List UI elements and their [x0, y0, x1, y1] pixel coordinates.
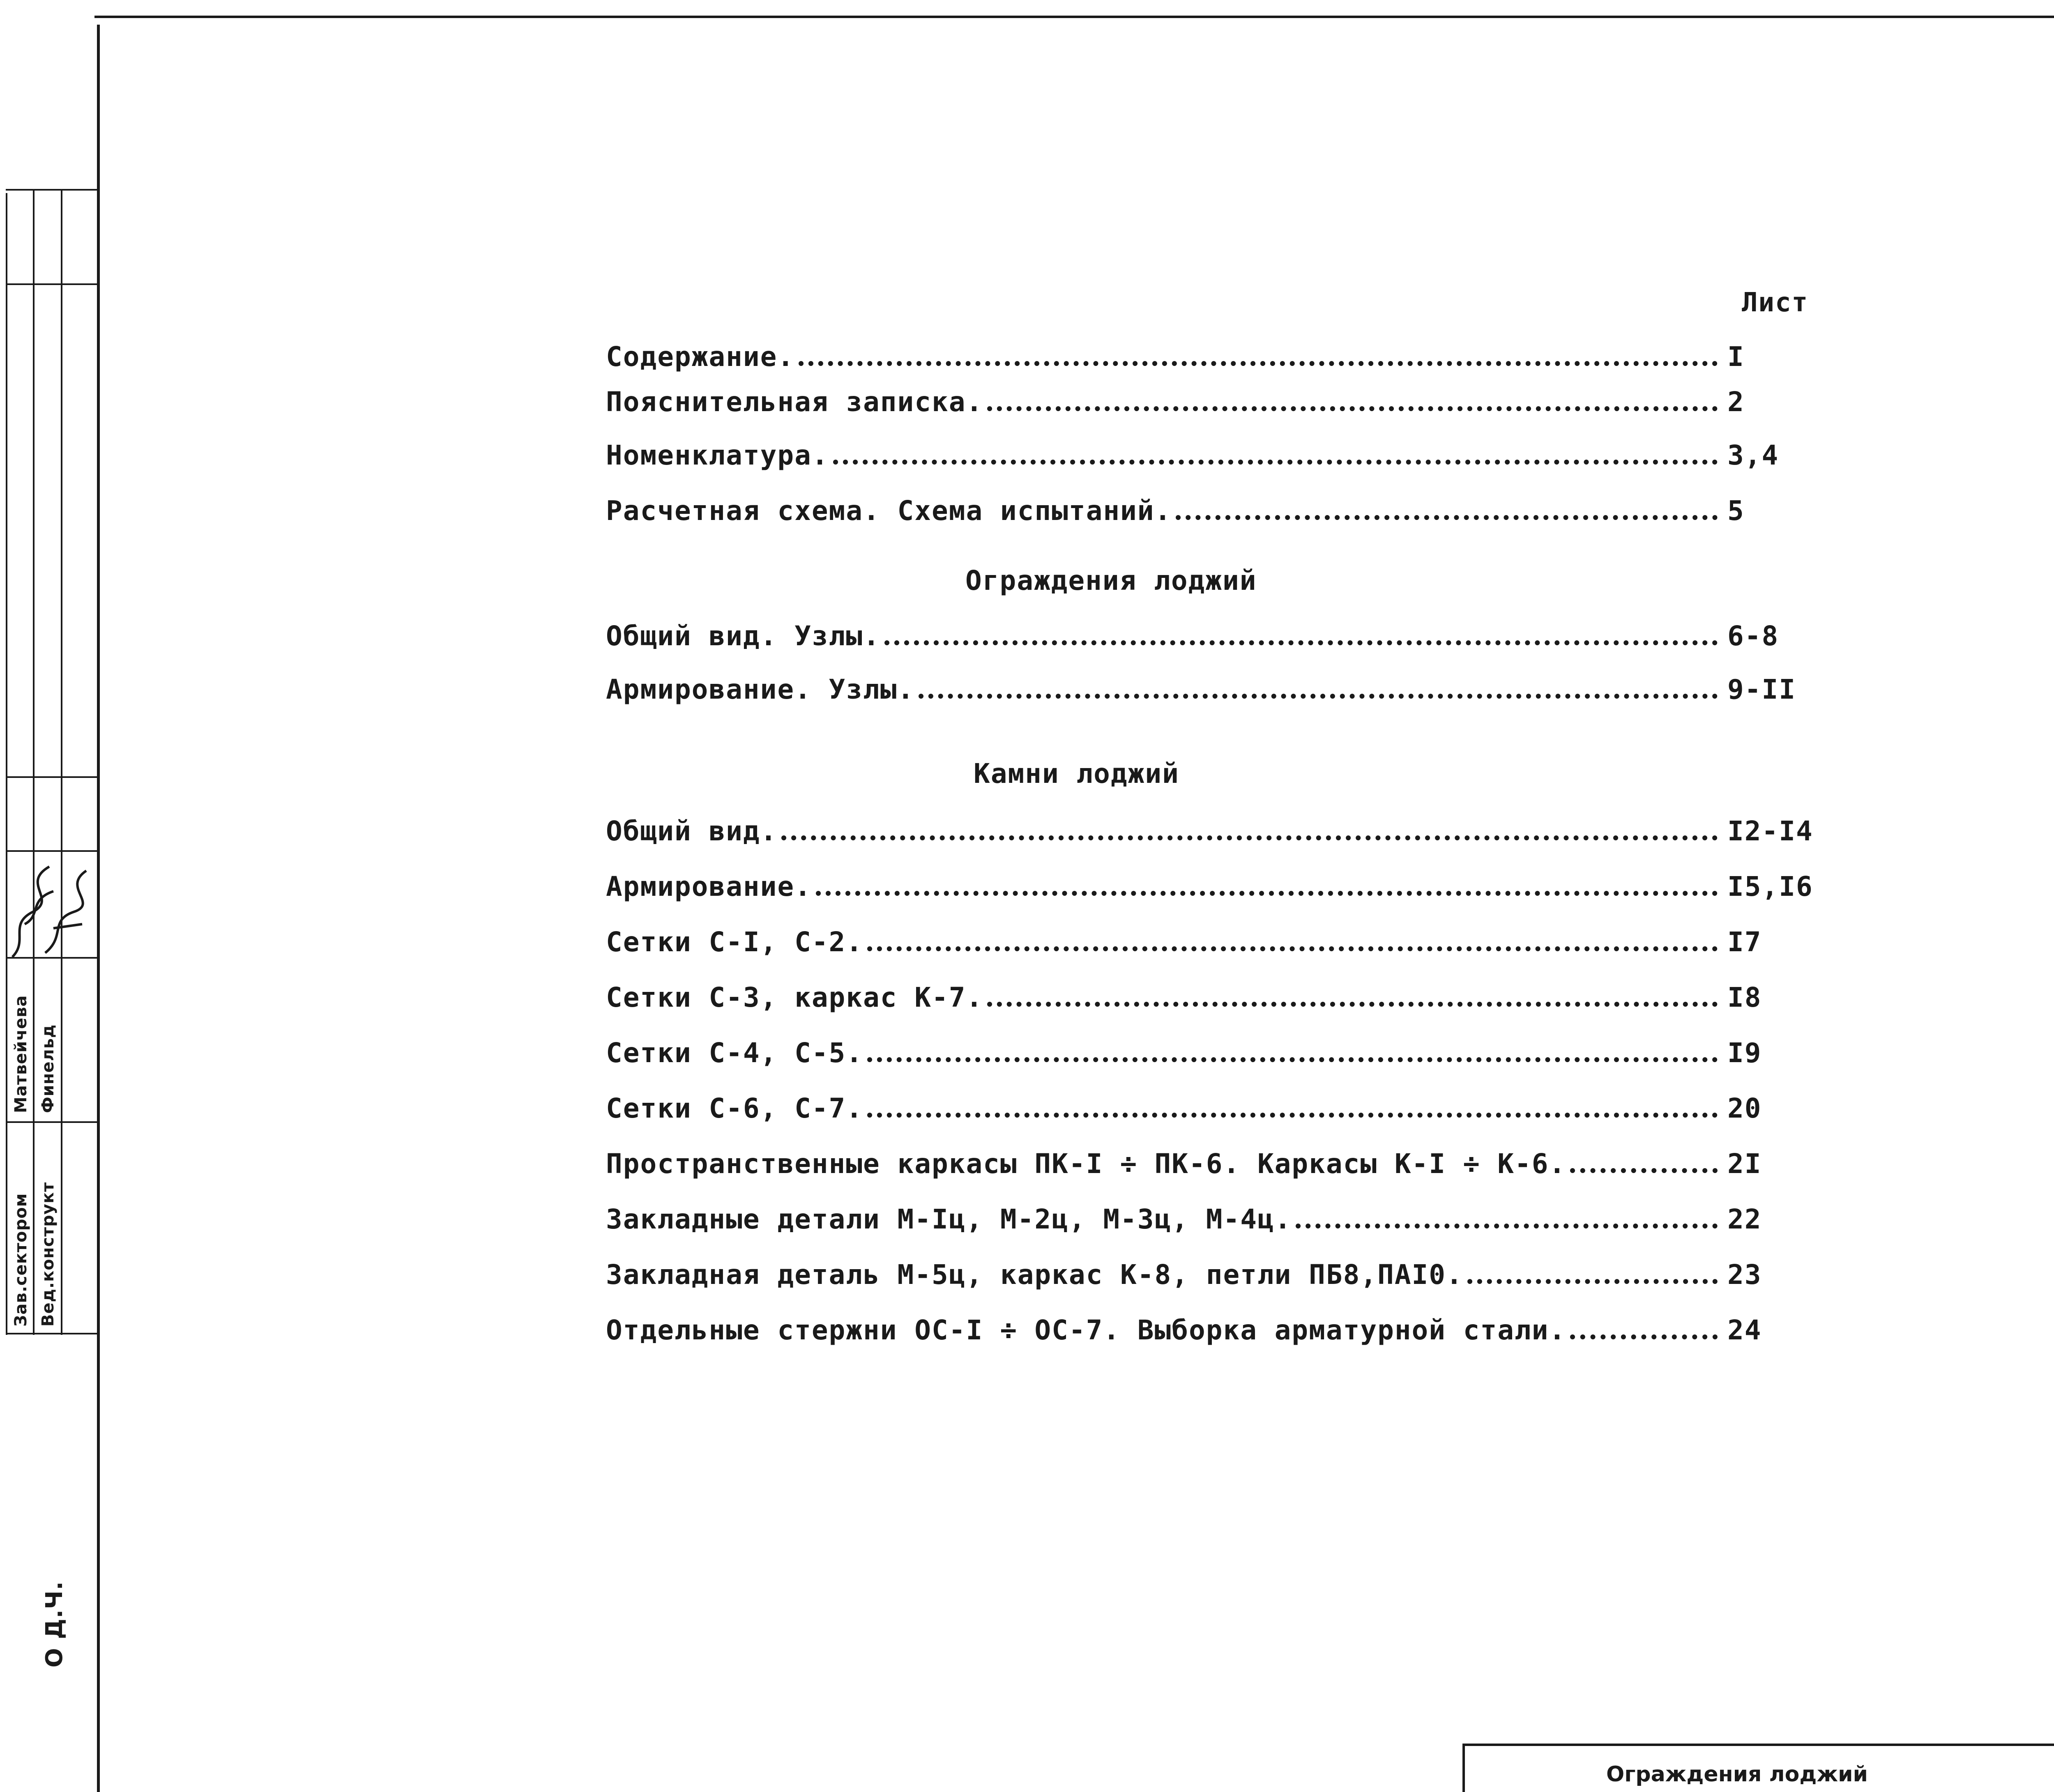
- stamp-role-2: Вед.конструкт: [39, 1182, 58, 1327]
- leader-dots: [867, 1113, 1718, 1118]
- section-title: Камни лоджий: [974, 758, 1179, 789]
- stamp-col-line-1: [33, 189, 35, 1335]
- leader-dots: [919, 694, 1718, 699]
- signature-2: [37, 854, 94, 961]
- contents-label: Закладная деталь М-5ц, каркас К-8, петли ПБ8,ПАI0.: [606, 1259, 1463, 1291]
- contents-label: Общий вид. Узлы.: [606, 620, 880, 652]
- contents-label: Пространственные каркасы ПК-I ÷ ПК-6. Каркасы К-I ÷ К-6.: [606, 1148, 1566, 1180]
- frame-left-line: [97, 25, 100, 1792]
- stamp-row-line-2: [6, 283, 97, 285]
- title-block-title: Ограждения лоджий: [1606, 1762, 1868, 1787]
- section-title: Ограждения лоджий: [965, 565, 1257, 596]
- contents-label: Сетки С-I, С-2.: [606, 926, 864, 958]
- contents-label: Сетки С-6, С-7.: [606, 1093, 864, 1124]
- leader-dots: [987, 406, 1718, 411]
- stamp-department: О Д.Ч.: [41, 1581, 68, 1668]
- contents-label: Армирование.: [606, 871, 812, 902]
- contents-row: [606, 439, 1822, 485]
- contents-label: Сетки С-4, С-5.: [606, 1037, 864, 1069]
- contents-page: 20: [1727, 1093, 1762, 1124]
- contents-label: Общий вид.: [606, 815, 778, 847]
- contents-label: Пояснительная записка.: [606, 386, 983, 418]
- contents-label: Содержание.: [606, 341, 795, 373]
- title-block-left-line: [1462, 1744, 1465, 1792]
- frame-top-line: [94, 16, 2054, 18]
- contents-row: [606, 495, 1822, 540]
- stamp-col-line-2: [61, 189, 62, 1335]
- contents-page: I: [1727, 341, 1745, 373]
- title-block-top-line: [1462, 1744, 2054, 1746]
- contents-page: 3,4: [1727, 439, 1779, 471]
- leader-dots: [781, 835, 1718, 840]
- leader-dots: [833, 460, 1718, 465]
- contents-page: 24: [1727, 1314, 1762, 1346]
- contents-page: 9-II: [1727, 674, 1796, 705]
- contents-page: 2: [1727, 386, 1745, 418]
- contents-label: Сетки С-3, каркас К-7.: [606, 982, 983, 1013]
- contents-label: Армирование. Узлы.: [606, 674, 915, 705]
- contents-row: [606, 1093, 1822, 1138]
- contents-label: Закладные детали М-Iц, М-2ц, М-3ц, М-4ц.: [606, 1203, 1292, 1235]
- contents-page: I2-I4: [1727, 815, 1813, 847]
- contents-row: [606, 926, 1822, 971]
- stamp-row-line-7: [6, 1333, 97, 1334]
- leader-dots: [816, 891, 1718, 896]
- contents-row: [606, 982, 1822, 1027]
- stamp-row-line-6: [6, 1121, 97, 1123]
- contents-label: Расчетная схема. Схема испытаний.: [606, 495, 1172, 527]
- contents-row: [606, 674, 1822, 719]
- contents-row: [606, 1148, 1822, 1193]
- stamp-name-2: Финельд: [39, 1024, 58, 1113]
- contents-row: [606, 1259, 1822, 1304]
- leader-dots: [867, 946, 1718, 951]
- contents-row: [606, 620, 1822, 665]
- stamp-name-1: Матвейчева: [12, 995, 30, 1113]
- contents-page: 5: [1727, 495, 1745, 527]
- stamp-role-1: Зав.сектором: [12, 1193, 30, 1327]
- contents-row: [606, 871, 1822, 916]
- page-column-header: Лист: [1742, 288, 1809, 318]
- contents-page: I7: [1727, 926, 1762, 958]
- leader-dots: [867, 1057, 1718, 1062]
- leader-dots: [884, 640, 1718, 645]
- contents-label: Номенклатура.: [606, 439, 829, 471]
- contents-row: [606, 1314, 1822, 1360]
- leader-dots: [1467, 1279, 1718, 1284]
- contents-page: 2I: [1727, 1148, 1762, 1180]
- stamp-row-line-3: [6, 776, 97, 778]
- contents-page: 6-8: [1727, 620, 1779, 652]
- contents-page: I9: [1727, 1037, 1762, 1069]
- contents-page: 22: [1727, 1203, 1762, 1235]
- contents-page: I8: [1727, 982, 1762, 1013]
- contents-page: 23: [1727, 1259, 1762, 1291]
- leader-dots: [1176, 515, 1718, 520]
- leader-dots: [1296, 1224, 1718, 1228]
- leader-dots: [1570, 1168, 1718, 1173]
- contents-row: [606, 1037, 1822, 1082]
- contents-row: [606, 1203, 1822, 1249]
- leader-dots: [1570, 1334, 1718, 1339]
- contents-row: [606, 815, 1822, 860]
- contents-row: [606, 341, 1822, 386]
- contents-label: Отдельные стержни ОС-I ÷ ОС-7. Выборка арматурной стали.: [606, 1314, 1566, 1346]
- stamp-row-line-1: [6, 189, 97, 191]
- contents-page: I5,I6: [1727, 871, 1813, 902]
- contents-row: [606, 386, 1822, 431]
- leader-dots: [987, 1002, 1718, 1007]
- stamp-outer-left: [6, 193, 7, 1335]
- leader-dots: [799, 361, 1718, 366]
